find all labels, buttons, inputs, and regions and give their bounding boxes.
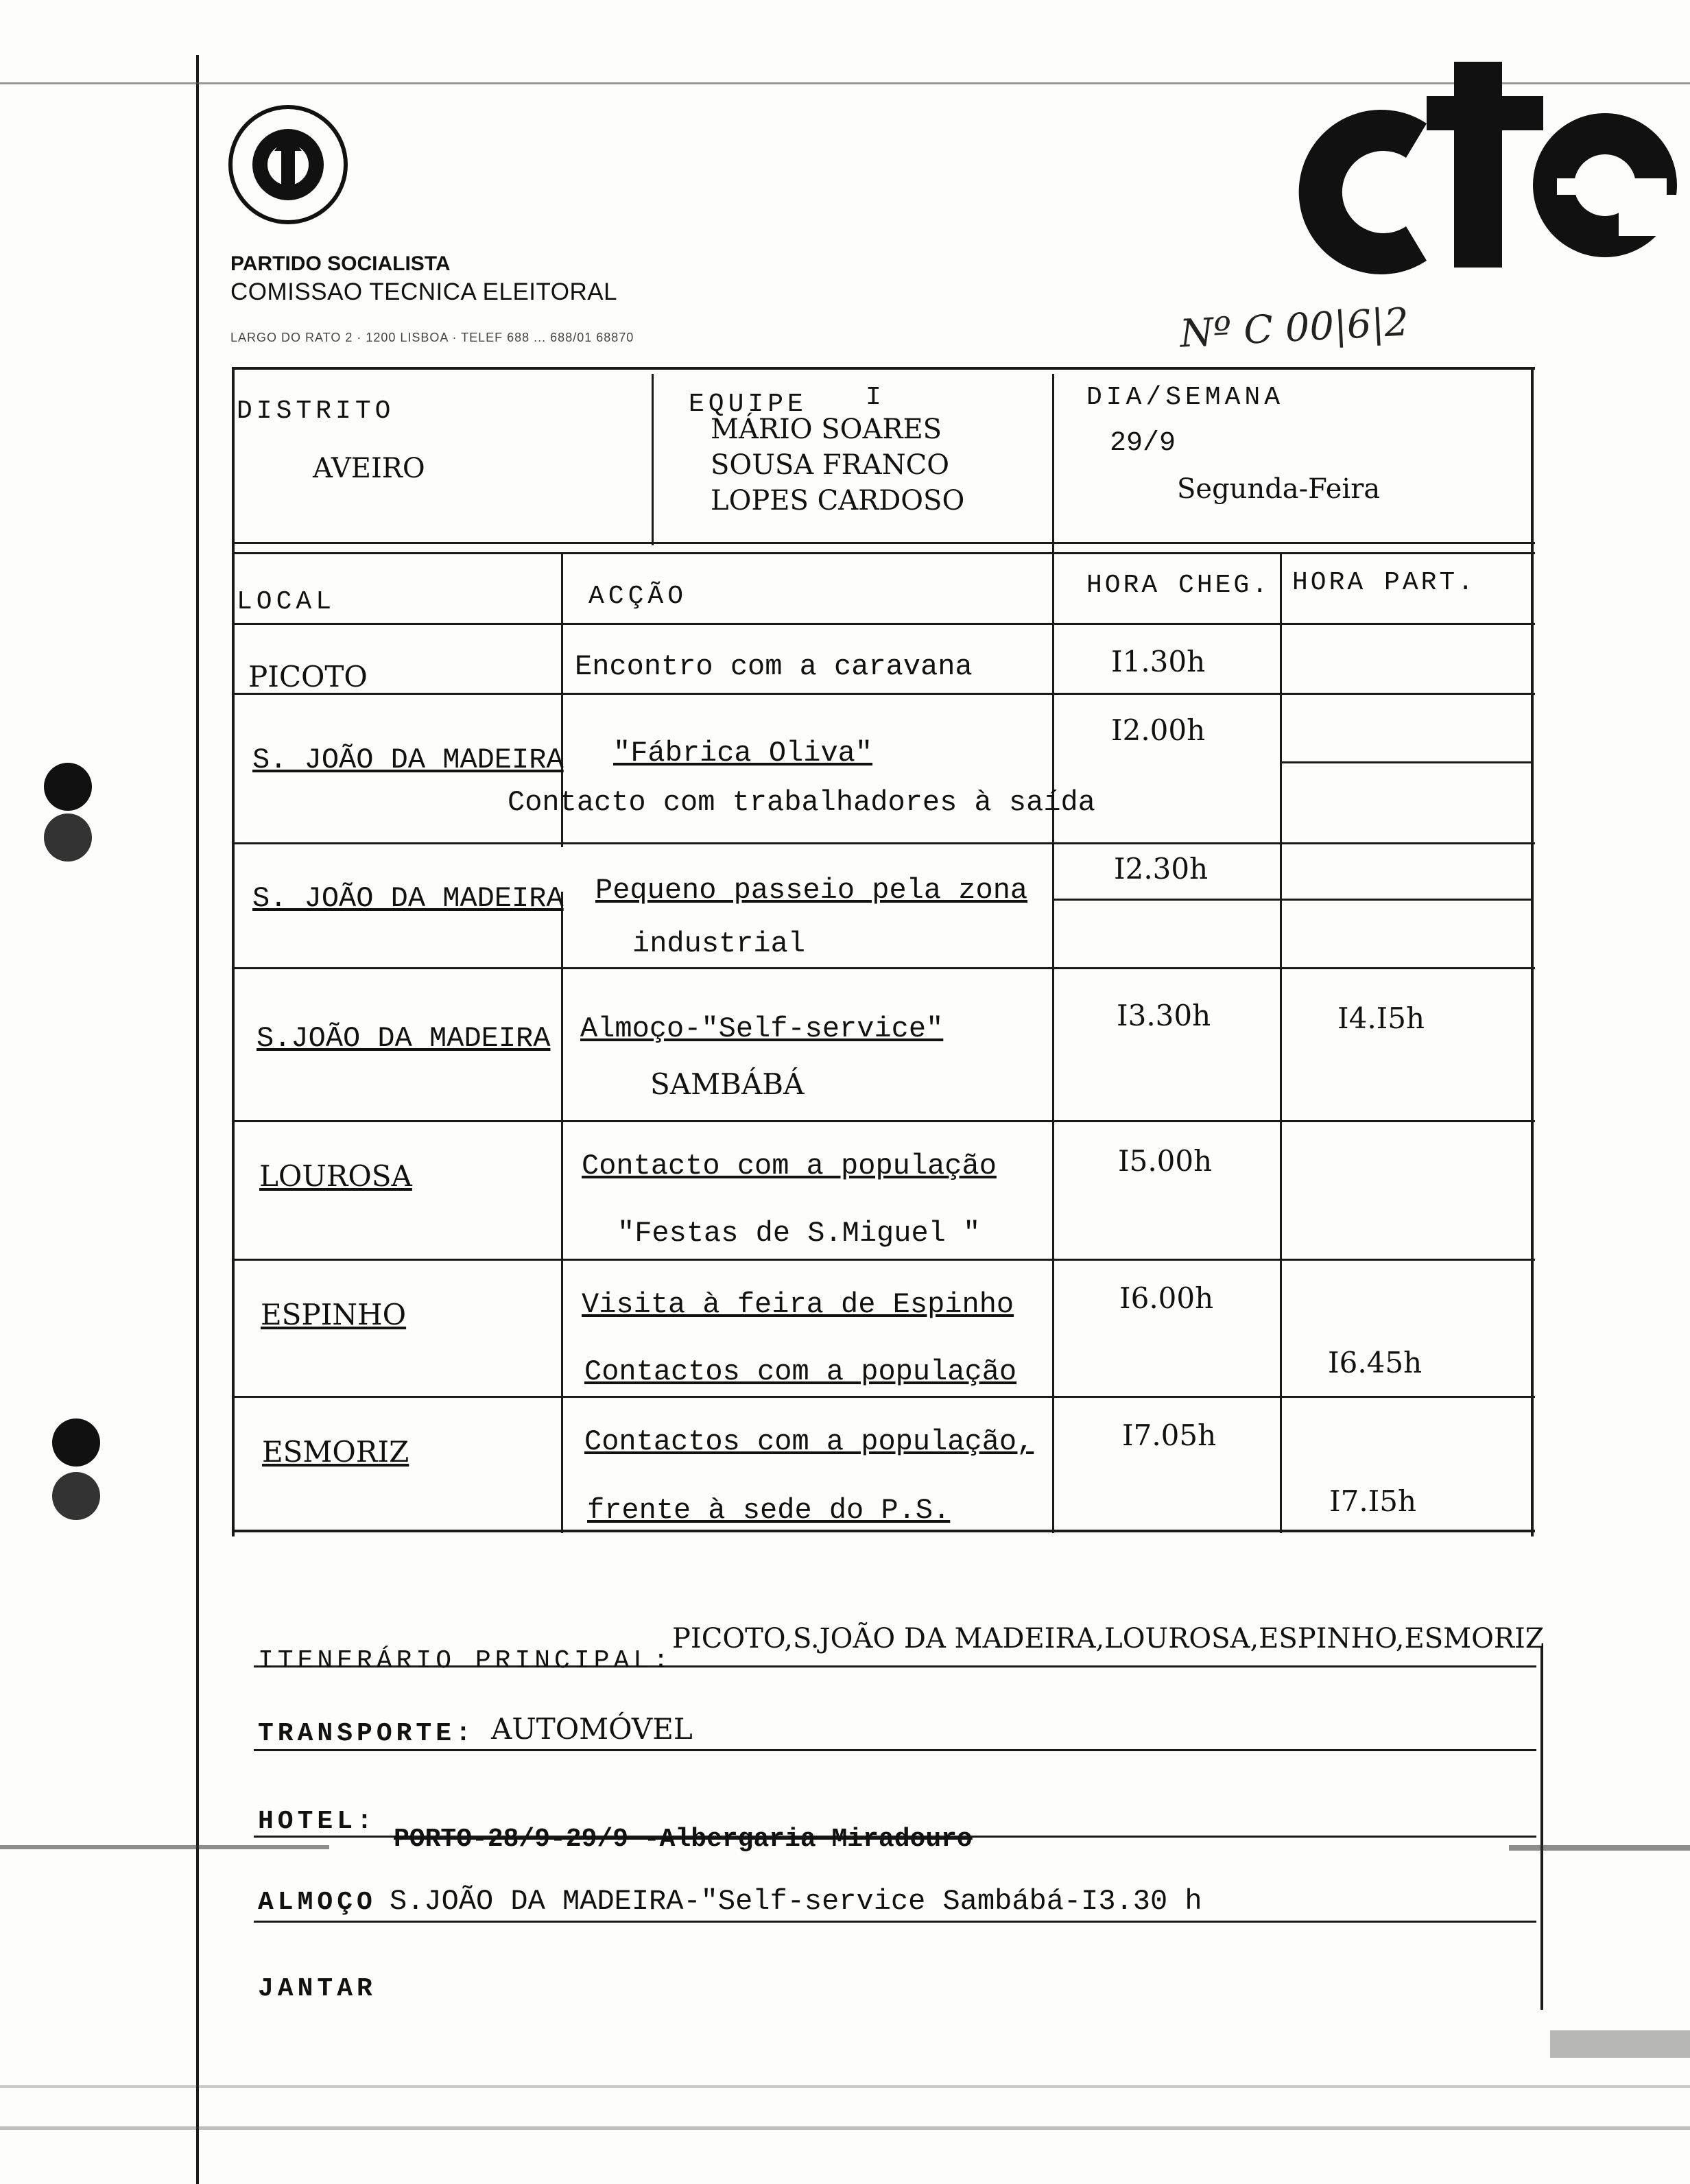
distrito-label: DISTRITO xyxy=(237,396,395,426)
row-hora-cheg: I2.30h xyxy=(1114,852,1209,886)
footer-right-border xyxy=(1540,1646,1543,2010)
row-accao: Contacto com a população xyxy=(582,1150,997,1183)
row-accao: Contacto com trabalhadores à saída xyxy=(508,786,1095,819)
row-local: S. JOÃO DA MADEIRA xyxy=(252,744,564,776)
col-divider xyxy=(1280,552,1282,1533)
row-hora-cheg: I6.00h xyxy=(1119,1281,1214,1315)
col-header-hora-cheg: HORA CHEG. xyxy=(1086,571,1271,600)
equipe-member: SOUSA FRANCO xyxy=(711,449,950,481)
row-accao: Encontro com a caravana xyxy=(575,650,973,683)
distrito-value: AVEIRO xyxy=(313,453,425,484)
row-hora-cheg: I5.00h xyxy=(1118,1144,1213,1178)
row-local: PICOTO xyxy=(248,660,368,693)
almoco-label: ALMOÇO xyxy=(258,1888,377,1917)
hotel-label: HOTEL: xyxy=(258,1807,377,1836)
row-divider xyxy=(232,552,1535,554)
row-hora-cheg: I2.00h xyxy=(1111,713,1206,747)
row-divider xyxy=(232,623,1535,625)
row-local: ESMORIZ xyxy=(262,1435,409,1469)
punch-hole xyxy=(44,814,92,862)
org-name: PARTIDO SOCIALISTA xyxy=(230,252,451,275)
row-local: LOUROSA xyxy=(259,1159,412,1193)
table-bottom-border xyxy=(232,1530,1535,1532)
punch-hole xyxy=(44,763,92,811)
row-accao: Contactos com a população xyxy=(584,1355,1017,1388)
row-divider xyxy=(232,1396,1535,1398)
scan-noise xyxy=(0,2126,1690,2130)
row-accao: industrial xyxy=(632,927,806,960)
row-hora-cheg: I7.05h xyxy=(1122,1419,1217,1452)
almoco-line xyxy=(254,1921,1536,1923)
org-subtitle: COMISSAO TECNICA ELEITORAL xyxy=(230,278,618,305)
equipe-member: LOPES CARDOSO xyxy=(711,485,965,517)
row-accao: SAMBÁBÁ xyxy=(650,1067,805,1101)
almoco-value: S.JOÃO DA MADEIRA-"Self-service Sambábá-I3.30 h xyxy=(390,1885,1202,1918)
equipe-member: MÁRIO SOARES xyxy=(711,414,942,445)
row-accao: Pequeno passeio pela zona xyxy=(595,874,1028,907)
party-seal-logo xyxy=(226,103,350,226)
row-local: S. JOÃO DA MADEIRA xyxy=(252,882,564,915)
equipe-members xyxy=(711,412,964,519)
row-hora-part: I6.45h xyxy=(1328,1346,1423,1379)
row-divider xyxy=(232,842,1535,844)
col-divider xyxy=(561,892,563,1533)
itinerario-label: ITENERÁRIO PRINCIPAL: xyxy=(258,1646,673,1676)
col-header-accao: ACÇÃO xyxy=(588,582,688,611)
itinerario-value: PICOTO,S.JOÃO DA MADEIRA,LOUROSA,ESPINHO,ESMORIZ xyxy=(672,1623,1545,1654)
row-local: S.JOÃO DA MADEIRA xyxy=(257,1022,551,1055)
jantar-label: JANTAR xyxy=(258,1974,377,2004)
row-divider xyxy=(232,693,1535,695)
punch-hole xyxy=(52,1419,100,1467)
col-header-hora-part: HORA PART. xyxy=(1292,568,1477,597)
row-accao: "Fábrica Oliva" xyxy=(613,737,873,770)
equipe-number: I xyxy=(866,383,885,412)
row-accao: "Festas de S.Miguel " xyxy=(617,1217,981,1250)
scan-noise xyxy=(1550,2030,1690,2058)
punch-hole xyxy=(52,1472,100,1520)
col-header-local: LOCAL xyxy=(237,587,336,617)
hotel-value: PORTO-28/9-29/9 -Albergaria Miradouro xyxy=(394,1825,973,1854)
cte-brand-logo xyxy=(1296,34,1680,295)
row-divider xyxy=(1052,899,1532,901)
scan-noise xyxy=(0,2085,1690,2088)
scan-noise xyxy=(0,1845,329,1849)
dia-date: 29/9 xyxy=(1110,428,1176,459)
row-hora-cheg: I1.30h xyxy=(1111,645,1206,678)
transporte-line xyxy=(254,1749,1536,1751)
row-accao: Almoço-"Self-service" xyxy=(580,1012,944,1045)
row-hora-part: I4.I5h xyxy=(1337,1001,1425,1035)
transporte-label: TRANSPORTE: xyxy=(258,1719,475,1748)
row-hora-part: I7.I5h xyxy=(1329,1484,1417,1518)
row-accao: frente à sede do P.S. xyxy=(587,1494,951,1527)
scan-noise xyxy=(1509,1845,1690,1851)
row-divider xyxy=(232,542,1535,544)
row-divider xyxy=(1280,761,1534,763)
row-divider xyxy=(232,967,1535,969)
row-accao: Contactos com a população, xyxy=(584,1425,1034,1458)
col-divider xyxy=(652,374,654,545)
document-number: Nº C 00|6|2 xyxy=(1178,300,1410,357)
row-hora-cheg: I3.30h xyxy=(1117,999,1211,1032)
row-divider xyxy=(232,1120,1535,1122)
row-divider xyxy=(232,1259,1535,1261)
col-divider xyxy=(1052,374,1054,1533)
margin-rule xyxy=(196,55,199,2184)
equipe-label: EQUIPE xyxy=(689,390,807,419)
dia-weekday: Segunda-Feira xyxy=(1177,473,1381,505)
org-address: LARGO DO RATO 2 · 1200 LISBOA · TELEF 688 ... 688/01 68870 xyxy=(230,331,634,344)
table-top-border xyxy=(232,367,1535,370)
row-accao: Visita à feira de Espinho xyxy=(582,1288,1014,1321)
row-local: ESPINHO xyxy=(261,1298,407,1331)
dia-semana-label: DIA/SEMANA xyxy=(1086,383,1285,412)
transporte-value: AUTOMÓVEL xyxy=(491,1712,693,1746)
